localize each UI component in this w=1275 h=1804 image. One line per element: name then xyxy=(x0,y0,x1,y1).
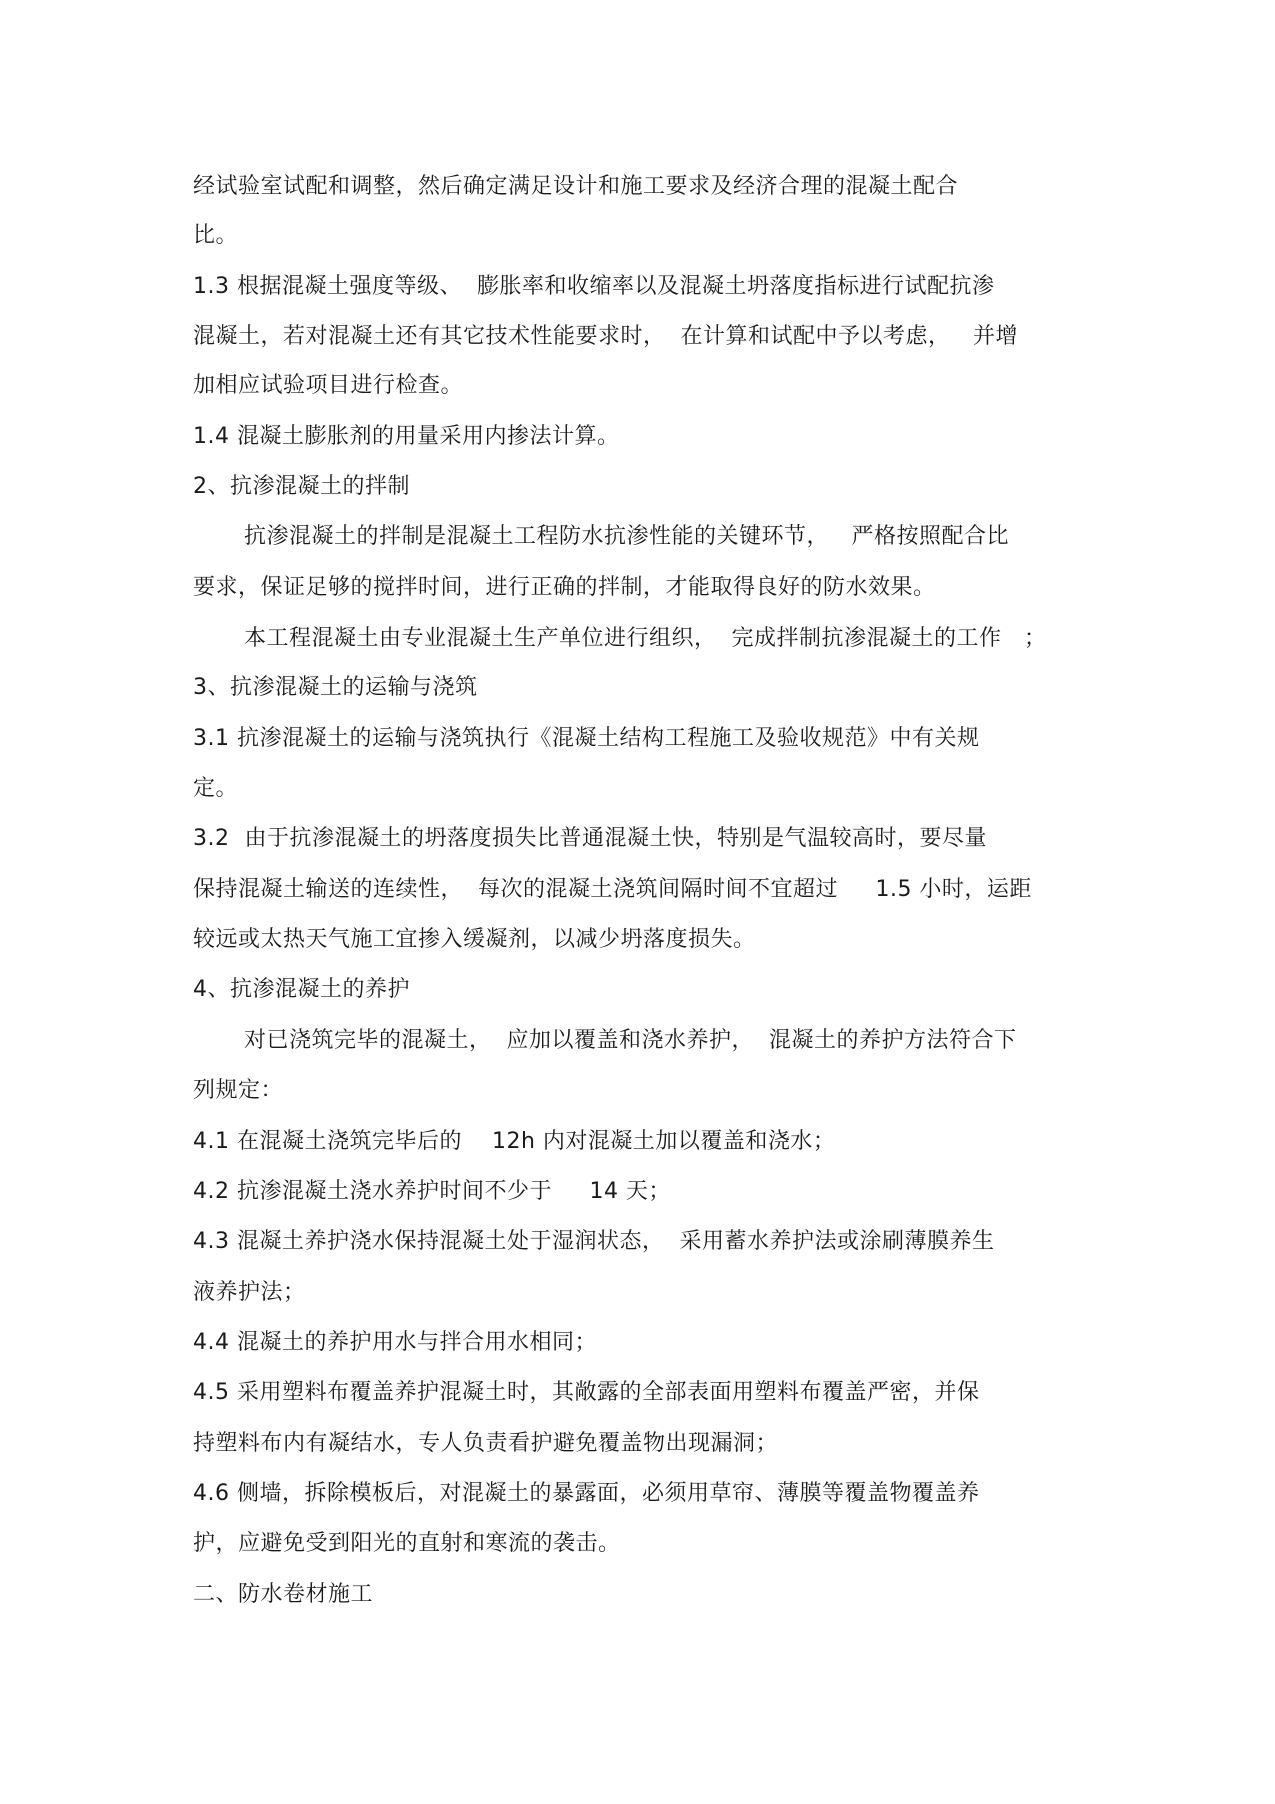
text-line: 4.2 抗渗混凝土浇水养护时间不少于 14 天； xyxy=(193,1179,671,1204)
text-line: 持塑料布内有凝结水，专人负责看护避免覆盖物出现漏洞； xyxy=(193,1431,779,1456)
text-line: 4.4 混凝土的养护用水与拌合用水相同； xyxy=(193,1330,597,1355)
text-line: 4.3 混凝土养护浇水保持混凝土处于湿润状态， 采用蓄水养护法或涂刷薄膜养生 xyxy=(193,1229,995,1254)
text-line: 要求，保证足够的搅拌时间，进行正确的拌制，才能取得良好的防水效果。 xyxy=(193,575,936,600)
text-line: 定。 xyxy=(193,776,239,801)
text-line: 本工程混凝土由专业混凝土生产单位进行组织， 完成拌制抗渗混凝土的工作 ； xyxy=(244,626,1047,651)
text-line: 经试验室试配和调整，然后确定满足设计和施工要求及经济合理的混凝土配合 xyxy=(193,174,959,199)
text-line: 1.3 根据混凝土强度等级、 膨胀率和收缩率以及混凝土坍落度指标进行试配抗渗 xyxy=(193,274,995,299)
text-line: 3.1 抗渗混凝土的运输与浇筑执行《混凝土结构工程施工及验收规范》中有关规 xyxy=(193,726,980,751)
text-line: 抗渗混凝土的拌制是混凝土工程防水抗渗性能的关键环节， 严格按照配合比 xyxy=(244,524,1009,549)
text-line: 加相应试验项目进行检查。 xyxy=(193,373,464,398)
text-line: 液养护法； xyxy=(193,1280,306,1305)
text-line: 较远或太热天气施工宜掺入缓凝剂，以减少坍落度损失。 xyxy=(193,927,756,952)
text-line: 对已浇筑完毕的混凝土， 应加以覆盖和浇水养护， 混凝土的养护方法符合下 xyxy=(244,1028,1017,1053)
text-line: 1.4 混凝土膨胀剂的用量采用内掺法计算。 xyxy=(193,424,620,449)
section-heading: 4、抗渗混凝土的养护 xyxy=(193,977,410,1002)
text-line: 4.6 侧墙，拆除模板后，对混凝土的暴露面，必须用草帘、薄膜等覆盖物覆盖养 xyxy=(193,1481,980,1506)
text-line: 4.5 采用塑料布覆盖养护混凝土时，其敞露的全部表面用塑料布覆盖严密，并保 xyxy=(193,1380,980,1405)
text-line: 列规定： xyxy=(193,1078,284,1103)
text-line: 护，应避免受到阳光的直射和寒流的袭击。 xyxy=(193,1531,621,1556)
text-line: 比。 xyxy=(193,223,239,248)
text-line: 3.2 由于抗渗混凝土的坍落度损失比普通混凝土快，特别是气温较高时，要尽量 xyxy=(193,826,987,851)
section-heading: 二、防水卷材施工 xyxy=(193,1582,374,1607)
text-line: 混凝土，若对混凝土还有其它技术性能要求时， 在计算和试配中予以考虑， 并增 xyxy=(193,324,1018,349)
section-heading: 2、抗渗混凝土的拌制 xyxy=(193,474,410,499)
text-line: 保持混凝土输送的连续性， 每次的混凝土浇筑间隔时间不宜超过 1.5 小时，运距 xyxy=(193,877,1032,902)
text-line: 4.1 在混凝土浇筑完毕后的 12h 内对混凝土加以覆盖和浇水； xyxy=(193,1129,836,1154)
section-heading: 3、抗渗混凝土的运输与浇筑 xyxy=(193,675,478,700)
